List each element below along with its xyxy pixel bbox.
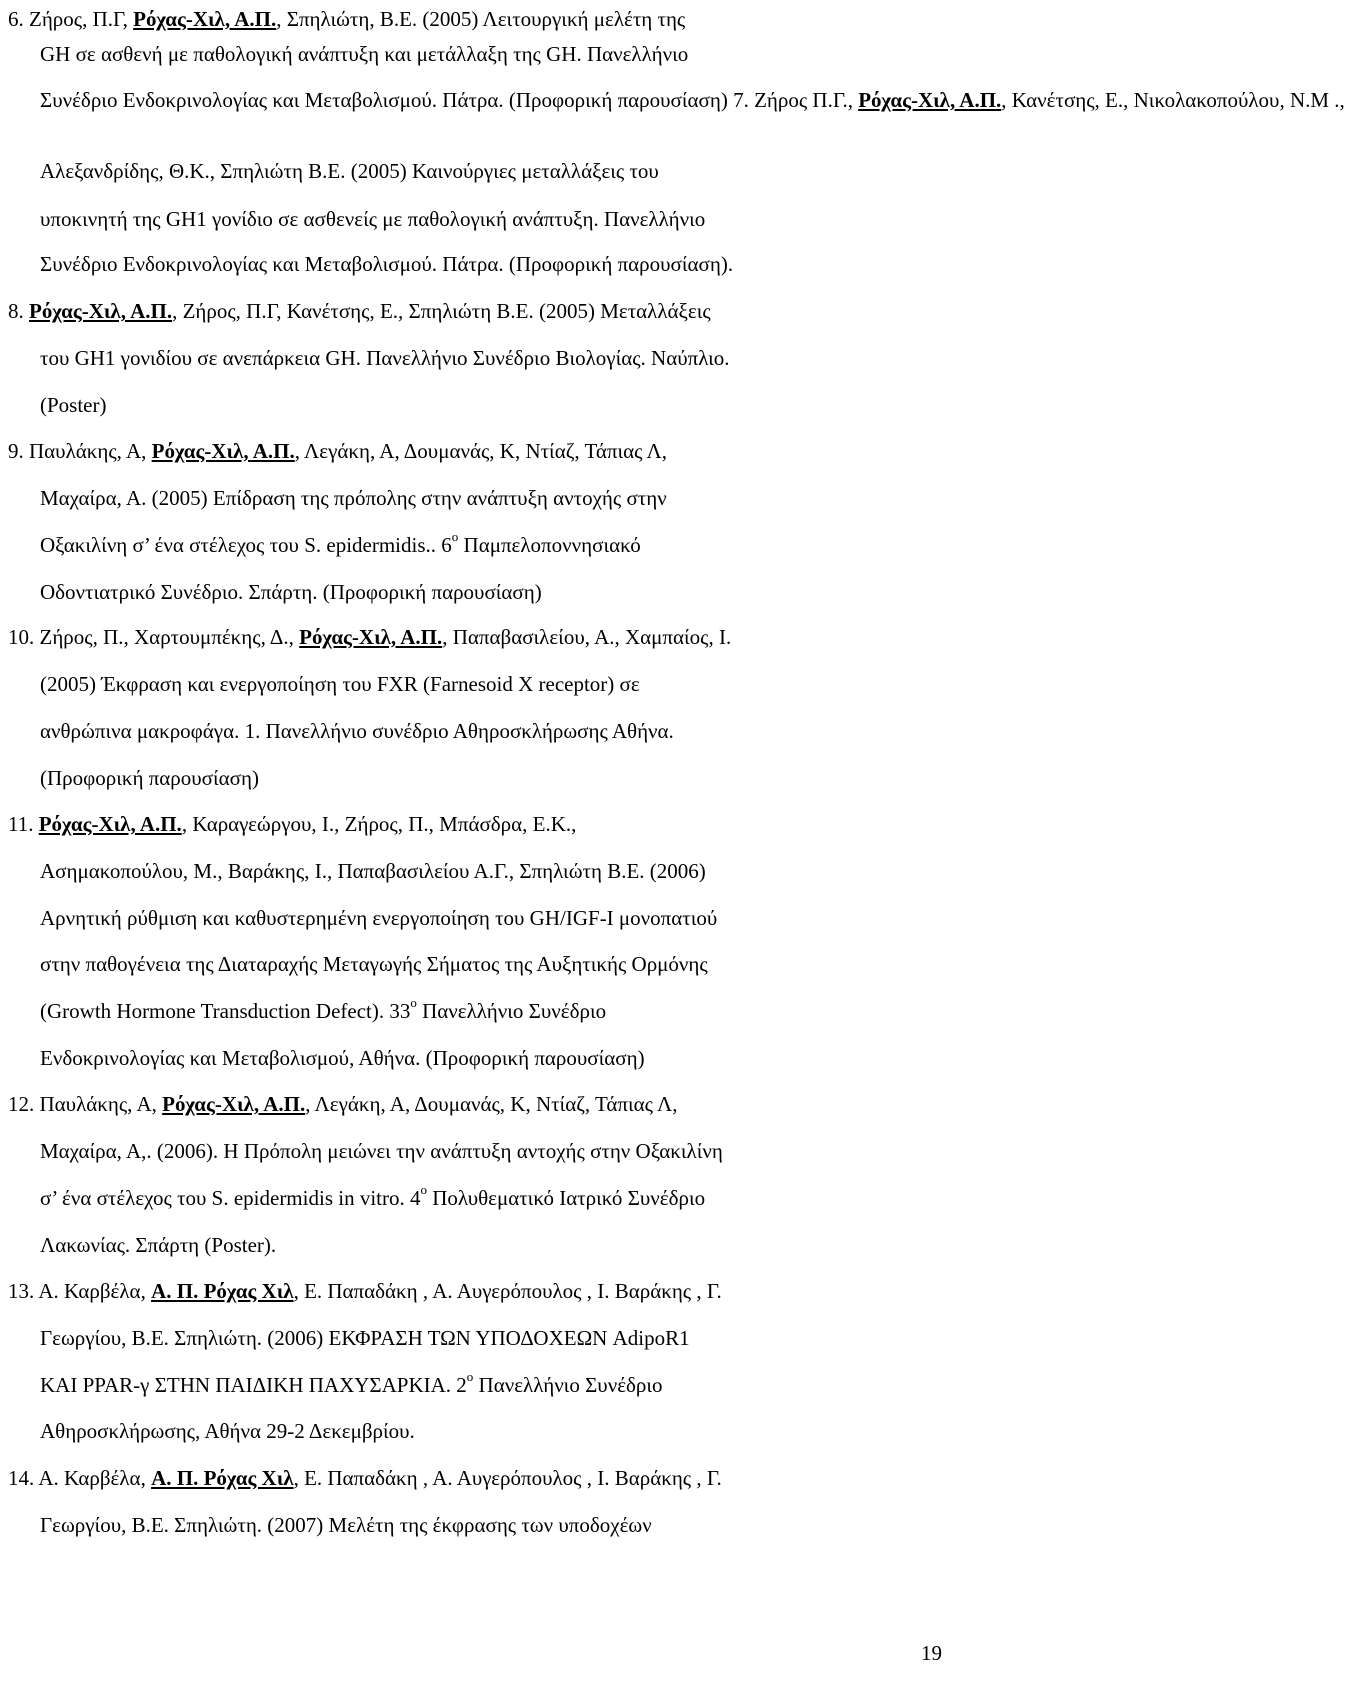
text-line: Γεωργίου, Β.Ε. Σπηλιώτη. (2006) ΕΚΦΡΑΣΗ ΤΩΝ ΥΠΟΔΟΧΕΩΝ AdipoR1 (40, 1326, 690, 1350)
text-line: Αθηροσκλήρωσης, Αθήνα 29-2 Δεκεμβρίου. (40, 1419, 415, 1443)
text-line: Μαχαίρα, Α. (2005) Επίδραση της πρόπολης στην ανάπτυξη αντοχής στην (40, 486, 667, 510)
text-line: (Προφορική παρουσίαση) (40, 766, 259, 790)
superscript: ο (466, 1369, 474, 1384)
page-number: 19 (921, 1641, 942, 1665)
text-line: Οξακιλίνη σ’ ένα στέλεχος του S. epidermidis.. $6^o$ Παμπελοποννησιακό (40, 529, 641, 557)
text-line: 6. Ζήρος, Π.Γ, Ρόχας-Χιλ, Α.Π., Σπηλιώτη, Β.Ε. (2005) Λειτουργική μελέτη της (8, 7, 686, 31)
text-line: Ενδοκρινολογίας και Μεταβολισμού, Αθήνα. (Προφορική παρουσίαση) (40, 1046, 645, 1070)
text-line: 8. Ρόχας-Χιλ, Α.Π., Ζήρος, Π.Γ, Κανέτσης, Ε., Σπηλιώτη Β.Ε. (2005) Μεταλλάξεις (8, 299, 711, 323)
text-line: (2005) Έκφραση και ενεργοποίηση του FXR (Farnesoid X receptor) σε (40, 672, 640, 696)
text-line: (Poster) (40, 393, 107, 417)
text-line: GH σε ασθενή με παθολογική ανάπτυξη και μετάλλαξη της GH. Πανελλήνιο (40, 42, 689, 66)
text-line: Λακωνίας. Σπάρτη (Poster). (40, 1233, 277, 1257)
text-line: 11. Ρόχας-Χιλ, Α.Π., Καραγεώργου, Ι., Ζήρος, Π., Μπάσδρα, Ε.Κ., (8, 812, 577, 836)
text-line: 10. Ζήρος, Π., Χαρτουμπέκης, Δ., Ρόχας-Χιλ, Α.Π., Παπαβασιλείου, Α., Χαμπαίος, Ι. (8, 625, 732, 649)
text-line: ΚΑΙ PPAR-γ ΣΤΗΝ ΠΑΙΔΙΚΗ ΠΑΧΥΣΑΡΚΙΑ. $2^o$ Πανελλήνιο Συνέδριο (40, 1369, 663, 1397)
superscript: ο (410, 995, 417, 1010)
text-line: Συνέδριο Ενδοκρινολογίας και Μεταβολισμού. Πάτρα. (Προφορική παρουσίαση). (40, 252, 734, 276)
text-line: Αλεξανδρίδης, Θ.Κ., Σπηλιώτη Β.Ε. (2005) Καινούργιες μεταλλάξεις του (40, 159, 659, 183)
text-line: 13. Α. Καρβέλα, Α. Π. Ρόχας Χιλ, Ε. Παπαδάκη , Α. Αυγερόπουλος , Ι. Βαράκης , Γ. (8, 1279, 722, 1303)
text-line: 9. Παυλάκης, Α, Ρόχας-Χιλ, Α.Π., Λεγάκη, Α, Δουμανάς, Κ, Ντίαζ, Τάπιας Λ, (8, 439, 668, 463)
text-line: Αρνητική ρύθμιση και καθυστερημένη ενεργοποίηση του GH/IGF-I μονοπατιού (40, 906, 718, 930)
text-line: 14. Α. Καρβέλα, Α. Π. Ρόχας Χιλ, Ε. Παπαδάκη , Α. Αυγερόπουλος , Ι. Βαράκης , Γ. (8, 1466, 722, 1490)
text-line: Ασημακοπούλου, Μ., Βαράκης, Ι., Παπαβασιλείου Α.Γ., Σπηλιώτη Β.Ε. (2006) (40, 859, 706, 883)
text-line: (Growth Hormone Transduction Defect). $33^o$ Πανελλήνιο Συνέδριο (40, 995, 607, 1023)
text-line: Μαχαίρα, Α,. (2006). Η Πρόπολη μειώνει την ανάπτυξη αντοχής στην Οξακιλίνη (40, 1139, 723, 1163)
text-line: σ’ ένα στέλεχος του S. epidermidis in vitro. $4^o$ Πολυθεματικό Ιατρικό Συνέδριο (40, 1182, 706, 1210)
text-line: υποκινητή της GH1 γονίδιο σε ασθενείς με παθολογική ανάπτυξη. Πανελλήνιο (40, 207, 706, 231)
text-line: 12. Παυλάκης, Α, Ρόχας-Χιλ, Α.Π., Λεγάκη, Α, Δουμανάς, Κ, Ντίαζ, Τάπιας Λ, (8, 1092, 678, 1116)
text-line: ανθρώπινα μακροφάγα. 1. Πανελλήνιο συνέδριο Αθηροσκλήρωσης Αθήνα. (40, 719, 674, 743)
text-line: του GH1 γονιδίου σε ανεπάρκεια GH. Πανελλήνιο Συνέδριο Βιολογίας. Ναύπλιο. (40, 346, 730, 370)
superscript: ο (420, 1182, 427, 1197)
text-line: Γεωργίου, Β.Ε. Σπηλιώτη. (2007) Μελέτη της έκφρασης των υποδοχέων (40, 1513, 652, 1537)
superscript: ο (451, 529, 459, 544)
text-line: Συνέδριο Ενδοκρινολογίας και Μεταβολισμού. Πάτρα. (Προφορική παρουσίαση) 7. Ζήρος Π.Γ., Ρόχας-Χιλ, Α.Π., Κανέτσης, Ε., Νικολακοπούλου, Ν.Μ ., (40, 88, 1345, 112)
text-line: Οδοντιατρικό Συνέδριο. Σπάρτη. (Προφορική παρουσίαση) (40, 580, 542, 604)
text-line: στην παθογένεια της Διαταραχής Μεταγωγής Σήματος της Αυξητικής Ορμόνης (40, 952, 708, 976)
